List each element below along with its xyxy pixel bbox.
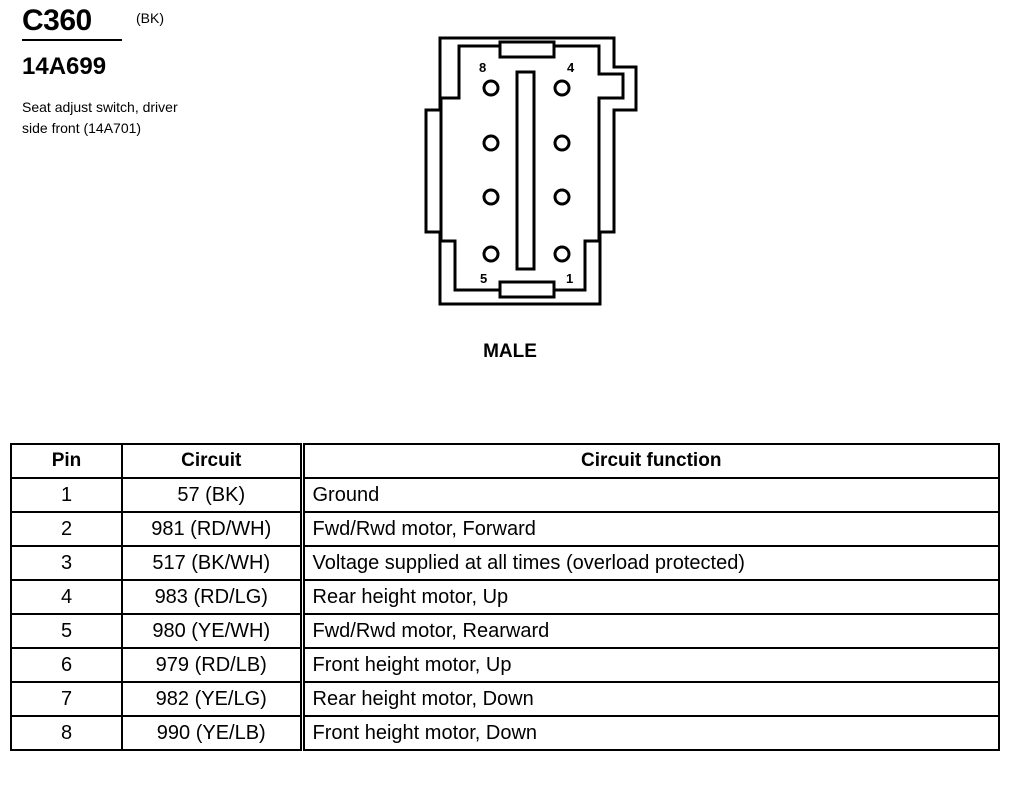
table-row xyxy=(11,478,999,512)
table-row xyxy=(11,614,999,648)
cell-function: Ground xyxy=(302,478,999,512)
pin-cavity-7 xyxy=(484,136,498,150)
pin-label-4: 4 xyxy=(567,60,575,75)
cell-circuit: 990 (YE/LB) xyxy=(122,716,302,750)
cell-pin: 5 xyxy=(11,614,122,648)
cell-pin: 1 xyxy=(11,478,122,512)
cell-function: Fwd/Rwd motor, Forward xyxy=(302,512,999,546)
cell-pin: 7 xyxy=(11,682,122,716)
cell-function: Rear height motor, Down xyxy=(302,682,999,716)
connector-color: (BK) xyxy=(136,10,164,26)
pin-label-1: 1 xyxy=(566,271,574,286)
cell-pin: 6 xyxy=(11,648,122,682)
table-row xyxy=(11,716,999,750)
cell-function: Front height motor, Down xyxy=(302,716,999,750)
table-row xyxy=(11,546,999,580)
header-pin: Pin xyxy=(11,444,122,478)
cell-function: Voltage supplied at all times (overload protected) xyxy=(302,546,999,580)
cell-circuit: 517 (BK/WH) xyxy=(122,546,302,580)
header-circuit: Circuit xyxy=(122,444,302,478)
pin-cavity-3 xyxy=(555,136,569,150)
cell-circuit: 980 (YE/WH) xyxy=(122,614,302,648)
pin-cavity-2 xyxy=(555,190,569,204)
pin-cavity-5 xyxy=(484,247,498,261)
table-row xyxy=(11,512,999,546)
table-header-row xyxy=(11,444,999,478)
cell-circuit: 57 (BK) xyxy=(122,478,302,512)
connector-view-label: MALE xyxy=(483,341,537,362)
description-line-2: side front (14A701) xyxy=(22,120,142,136)
cell-function: Fwd/Rwd motor, Rearward xyxy=(302,614,999,648)
cell-function: Front height motor, Up xyxy=(302,648,999,682)
pin-table xyxy=(10,443,1000,751)
pin-label-5: 5 xyxy=(480,271,488,286)
cell-pin: 4 xyxy=(11,580,122,614)
header-circuit-function: Circuit function xyxy=(302,444,999,478)
pin-cavity-1 xyxy=(555,247,569,261)
table-row xyxy=(11,580,999,614)
cell-circuit: 983 (RD/LG) xyxy=(122,580,302,614)
pin-cavity-6 xyxy=(484,190,498,204)
cell-pin: 2 xyxy=(11,512,122,546)
connector-latch-top xyxy=(500,42,554,57)
pin-cavity-4 xyxy=(555,81,569,95)
cell-circuit: 979 (RD/LB) xyxy=(122,648,302,682)
connector-latch-bottom xyxy=(500,282,554,297)
connector-center-key xyxy=(517,72,534,269)
cell-circuit: 981 (RD/WH) xyxy=(122,512,302,546)
pin-label-8: 8 xyxy=(479,60,487,75)
connector-id: C360 xyxy=(22,4,92,37)
table-row xyxy=(11,682,999,716)
part-number: 14A699 xyxy=(22,53,107,80)
cell-circuit: 982 (YE/LG) xyxy=(122,682,302,716)
table-row xyxy=(11,648,999,682)
pin-cavity-8 xyxy=(484,81,498,95)
cell-pin: 3 xyxy=(11,546,122,580)
description-line-1: Seat adjust switch, driver xyxy=(22,99,178,115)
cell-pin: 8 xyxy=(11,716,122,750)
cell-function: Rear height motor, Up xyxy=(302,580,999,614)
connector-face-diagram xyxy=(0,0,1011,340)
